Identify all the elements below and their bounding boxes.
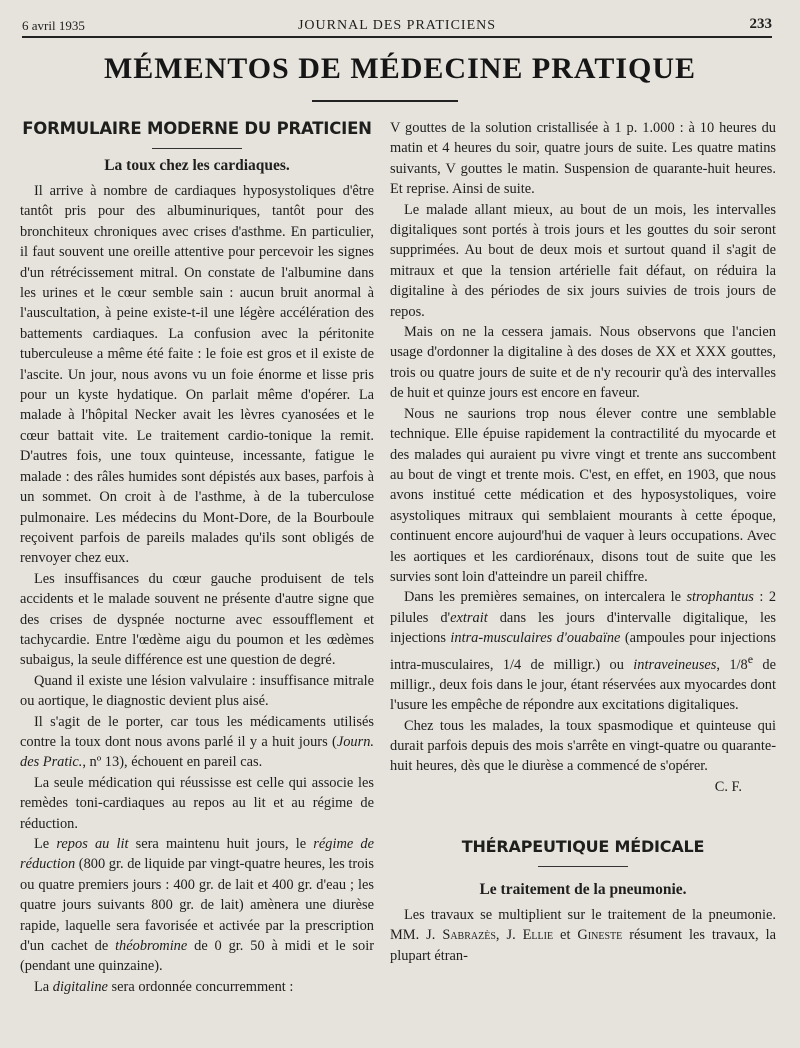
text-run: Dans les premières semaines, on intercalera le (404, 589, 687, 606)
text-run: sera maintenu huit jours, le (128, 836, 314, 852)
header-rule (22, 36, 772, 38)
paragraph: Il arrive à nombre de cardiaques hyposystoliques d'être tantôt pris pour des albuminuriques, tantôt pour des bronchiteux chroniques avec crises d'asthme. En particulier, il faut souvent une oreille attentive pour percevoir les signes d'un rétrécissement mitral. On constate de l'albumine dans les urines et le cœur semble sain : aucun bruit anormal à l'auscultation, à peine existe-t-il une légère accélération des battements cardiaques. La confusion avec la péritonite tuberculeuse a même été faite : le foie est gros et il existe de l'ascite. Un jour, nous avons vu un foie énorme et lisse pris pour un kyste hydatique. On parlait même d'opérer. La malade à l'hôpital Necker avait les lèvres cyanosées et le cœur battait vite. Le traitement cardio-tonique la remit. D'autres fois, une toux quinteuse, incessante, fatigue le malade : des râles humides sont dépistés aux bases, parfois à un sommet. On croit à de l'asthme, à de la tuberculose pulmonaire. Les médecins du Mont-Dore, de la Bourboule reçoivent parfois de pareils malades qu'ils sont obligés de renvoyer chez eux. (20, 183, 374, 567)
text-run: résument les travaux, la plupart étran- (390, 927, 776, 964)
text-run: sera ordonnée concurremment : (107, 978, 294, 995)
text-run: , nº 13), échouent en pareil cas. (82, 754, 263, 771)
emphasis: intra-musculaires d'ouabaïne (450, 630, 621, 647)
paragraph-strophantus (390, 587, 776, 715)
journal-citation: Journ. des Pratic. (20, 733, 374, 771)
text-run: (800 gr. de liquide par vingt-quatre heures, les trois ou quatre premiers jours : 400 gr. de lait et 400 gr. d'eau ; les quatre jours suivants 800 gr. de lait) amènera une diurèse rapide, laquelle sera favorisée et activée par la prescription d'un cachet de (20, 856, 374, 955)
section-title-therapeutique: THÉRAPEUTIQUE MÉDICALE (461, 836, 705, 856)
author-name: Sabrazès (442, 927, 496, 944)
masthead-title: MÉMENTOS DE MÉDECINE PRATIQUE (103, 52, 697, 85)
paragraph: La seule médication qui réussisse est celle qui associe les remèdes toni-cardiaques au repos au lit et au régime de réduction. (20, 774, 374, 832)
text-run: et (553, 927, 578, 944)
emphasis: repos au lit (56, 836, 129, 852)
text-run: , J. (495, 927, 523, 944)
paragraph: Nous ne saurions trop nous élever contre une semblable technique. Elle épuise rapidement la contractilité du myocarde et des malades qui auraient pu vivre vingt et trente ans succombent au bout de vingt et trente mois. C'est, en effet, en 1903, que nous avons institué cette médication et des hyposystoliques, voire asystoliques mitraux qui semblaient mourants à cette époque, continuent encore aujourd'hui de vaquer à leurs occupations. Avec les aortiques et les cardiorénaux, disons tout de suite que les survies sont loin d'atteindre un pareil chiffre. (390, 405, 776, 585)
article-subtitle-pneumonie: Le traitement de la pneumonie. (479, 880, 687, 898)
left-column (20, 118, 374, 997)
issue-date: 6 avril 1935 (22, 18, 85, 33)
masthead-rule (312, 100, 458, 102)
emphasis: théobromine (115, 938, 188, 955)
right-column (390, 118, 776, 966)
text-run: La (34, 978, 53, 995)
author-name: Ellie (522, 927, 554, 944)
text-run: dans les jours d'intervalle digitalique, les injections (390, 609, 776, 647)
text-run: : 2 pilules d' (390, 589, 777, 626)
running-header (22, 14, 772, 36)
emphasis: intraveineuses (633, 656, 717, 673)
section-rule (152, 148, 242, 149)
paragraph-pneumonie (390, 905, 776, 966)
emphasis: régime de réduction (20, 836, 374, 873)
text-run: Il s'agit de le porter, car tous les médicaments utilisés contre la toux dont nous avons parlé il y a huit jours ( (20, 713, 374, 750)
emphasis: digitaline (52, 978, 108, 995)
section-title-formulaire: FORMULAIRE MODERNE DU PRATICIEN (22, 119, 372, 138)
text-run: Les travaux se multiplient sur le traitement de la pneumonie. MM. J. (390, 906, 776, 944)
text-run: Le (34, 836, 57, 852)
section-therapeutique (390, 836, 776, 966)
emphasis: strophantus (686, 589, 754, 606)
paragraph: Les insuffisances du cœur gauche produisent de tels accidents et le malade souvent ne présente d'autre signe que des crises de dyspnée nocturne avec essoufflement et tachycardie. Entre l'œdème aigu du poumon et les œdèmes subaigus, la seule différence est une question de degré. (20, 570, 374, 669)
paragraph: V gouttes de la solution cristallisée à 1 p. 1.000 : à 10 heures du matin et 4 heures du soir, quatre jours de suite. Les quatre matins suivants, V gouttes le matin. Suspension de quarante-huit heures. Et reprise. Ainsi de suite. (390, 120, 776, 198)
text-run: , 1/8 (716, 656, 748, 673)
author-signature: C. F. (714, 778, 742, 795)
section-rule (538, 866, 628, 867)
emphasis: extrait (450, 609, 488, 626)
paragraph: Mais on ne la cessera jamais. Nous observons que l'ancien usage d'ordonner la digitaline à des doses de XX et XXX gouttes, trois ou quatre jours de suite et de n'y recourir qu'à des intervalles de huit et quinze jours est encore en faveur. (390, 324, 776, 402)
paragraph-digitaline (20, 977, 374, 997)
paragraph-citation (20, 712, 374, 773)
text-run: de 0 gr. 50 à midi et le soir (pendant une quinzaine). (20, 938, 375, 975)
author-name: Gineste (577, 927, 623, 944)
superscript: e (747, 651, 754, 666)
text-run: de milligr., deux fois dans le jour, étant réservées aux myocardes dont l'usure les empêche de répondre aux excitations digitaliques. (390, 656, 776, 714)
paragraph: Chez tous les malades, la toux spasmodique et quinteuse qui durait parfois depuis des mois s'arrête en vingt-quatre ou quarante-huit heures, dès que le diurèse a commencé de s'opérer. (390, 717, 776, 775)
paragraph: Le malade allant mieux, au bout de un mois, les intervalles digitaliques sont portés à trois jours et les gouttes du soir seront supprimées. Au bout de deux mois et surtout quand il s'agit de mitraux et que la tension artérielle fait défaut, on réduira la digitaline à des périodes de six jours suivies de trois jours de repos. (390, 201, 776, 320)
page-number: 233 (749, 16, 772, 32)
paragraph: Quand il existe une lésion valvulaire : insuffisance mitrale ou aortique, le diagnostic devient plus aisé. (20, 672, 374, 710)
article-subtitle-toux: La toux chez les cardiaques. (104, 157, 290, 174)
paragraph-regime (20, 834, 374, 977)
journal-name: JOURNAL DES PRATICIENS (297, 18, 497, 33)
text-run: (ampoules pour injections intra-musculaires, 1/4 de milligr.) ou (390, 630, 776, 673)
